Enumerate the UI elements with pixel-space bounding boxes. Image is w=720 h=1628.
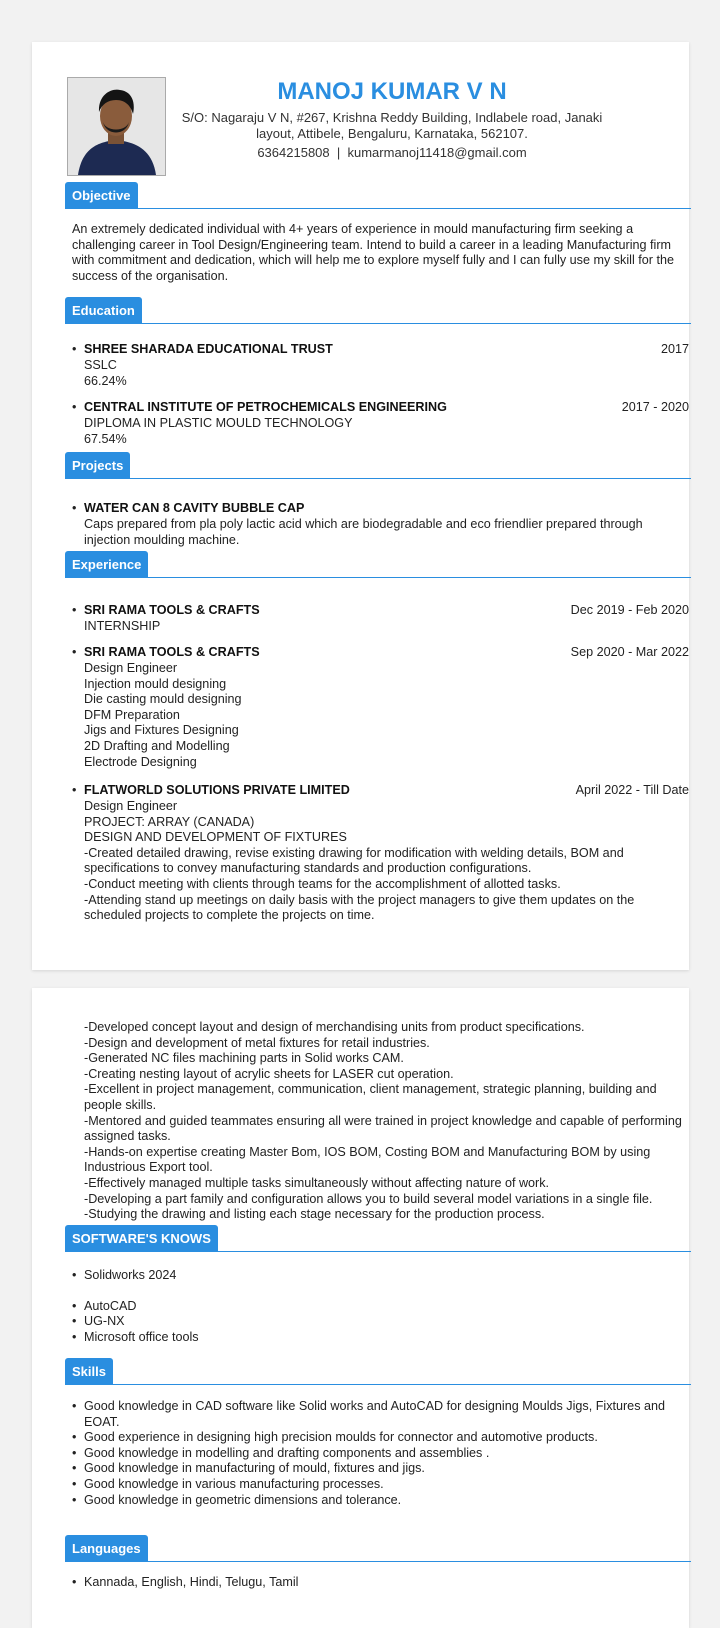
email-address[interactable]: kumarmanoj11418@gmail.com	[347, 145, 527, 160]
school-name: CENTRAL INSTITUTE OF PETROCHEMICALS ENGINEERING	[84, 400, 447, 414]
list-item: • Microsoft office tools	[72, 1330, 672, 1346]
section-heading-experience	[65, 551, 691, 578]
section-heading-software	[65, 1225, 691, 1252]
list-item: • Good experience in designing high precision moulds for connector and automotive products.	[72, 1430, 672, 1446]
education-details: SSLC 66.24%	[84, 358, 127, 388]
education-details: DIPLOMA IN PLASTIC MOULD TECHNOLOGY 67.54%	[84, 416, 353, 446]
section-tab: Projects	[65, 452, 130, 479]
list-item: • UG-NX	[72, 1314, 672, 1330]
experience-details: Design Engineer Injection mould designing Die casting mould designing DFM Preparation Jigs and Fixtures Designing 2D Drafting and Modelling Electrode Designing	[84, 661, 242, 769]
list-item: • AutoCAD	[72, 1299, 672, 1315]
list-item: • Kannada, English, Hindi, Telugu, Tamil	[72, 1575, 672, 1591]
project-title: WATER CAN 8 CAVITY BUBBLE CAP	[84, 501, 305, 515]
section-heading-languages	[65, 1535, 691, 1562]
list-item: • Good knowledge in CAD software like Solid works and AutoCAD for designing Moulds Jigs, Fixtures and EOAT.	[72, 1399, 672, 1430]
project-description: Caps prepared from pla poly lactic acid which are biodegradable and eco friendlier prepared through injection moulding machine.	[84, 517, 643, 547]
company-name: SRI RAMA TOOLS & CRAFTS	[84, 645, 260, 659]
company-name: SRI RAMA TOOLS & CRAFTS	[84, 603, 260, 617]
experience-date: April 2022 - Till Date	[575, 783, 689, 797]
section-heading-education	[65, 297, 691, 324]
section-divider	[65, 208, 691, 209]
candidate-name: MANOJ KUMAR V N	[277, 78, 507, 105]
experience-continued: -Developed concept layout and design of merchandising units from product specifications. -Design and development of metal fixtures for retail industries. -Generated NC files machining parts in Solid works CAM. -Creating nesting layout of acrylic sheets for LASER cut operation. -Excellent in project management, communication, client management, strategic planning, building and people skills. -Mentored and guided teammates ensuring all were trained in project knowledge and capable of performing assigned tasks. -Hands-on expertise creating Master Bom, IOS BOM, Costing BOM and Manufacturing BOM by using Industrious Export tool. -Effectively managed multiple tasks simultaneously without affecting nature of work. -Developing a part family and configuration allows you to build several model variations in a single file. -Studying the drawing and listing each stage necessary for the production process.	[84, 1020, 682, 1222]
list-item: • Good knowledge in various manufacturing processes.	[72, 1477, 672, 1493]
experience-date: Sep 2020 - Mar 2022	[570, 645, 689, 659]
school-name: SHREE SHARADA EDUCATIONAL TRUST	[84, 342, 333, 356]
contact-line	[162, 145, 622, 160]
section-divider	[65, 577, 691, 578]
section-heading-objective	[65, 182, 691, 209]
company-name: FLATWORLD SOLUTIONS PRIVATE LIMITED	[84, 783, 350, 797]
section-tab: Languages	[65, 1535, 148, 1562]
section-heading-projects	[65, 452, 691, 479]
list-item: • Good knowledge in manufacturing of mould, fixtures and jigs.	[72, 1461, 672, 1477]
person-photo-icon	[68, 78, 165, 175]
education-date: 2017	[660, 342, 689, 356]
contact-separator: |	[336, 145, 341, 160]
candidate-address: S/O: Nagaraju V N, #267, Krishna Reddy Building, Indlabele road, Janaki layout, Attibele, Bengaluru, Karnataka, 562107.	[181, 110, 603, 141]
section-heading-skills	[65, 1358, 691, 1385]
section-tab: Education	[65, 297, 142, 324]
list-item: • Solidworks 2024	[72, 1268, 672, 1284]
experience-details: Design Engineer PROJECT: ARRAY (CANADA) DESIGN AND DEVELOPMENT OF FIXTURES -Created detailed drawing, revise existing drawing for modification with welding details, BOM and specifications to convey manufacturing standards and production configurations. -Conduct meeting with clients through teams for the accomplishment of allotted tasks. -Attending stand up meetings on daily basis with the project managers to give them updates on the scheduled projects to complete the projects on time.	[84, 799, 635, 923]
list-item: • Good knowledge in modelling and drafting components and assemblies .	[72, 1446, 672, 1462]
section-divider	[65, 1251, 691, 1252]
education-date: 2017 - 2020	[621, 400, 689, 414]
section-tab: SOFTWARE'S KNOWS	[65, 1225, 218, 1252]
objective-text: An extremely dedicated individual with 4+ years of experience in mould manufacturing firm seeking a challenging career in Tool Design/Engineering team. Intend to build a career in a leading Manufacturing firm with commitment and dedication, which will help me to explore myself fully and I can fully use my skill for the success of the organisation.	[72, 222, 674, 283]
section-divider	[65, 478, 691, 479]
skills-list	[72, 1399, 672, 1508]
experience-details: INTERNSHIP	[84, 619, 161, 633]
section-divider	[65, 1384, 691, 1385]
languages-list	[72, 1575, 672, 1591]
resume-page-2	[32, 988, 689, 1628]
section-tab: Skills	[65, 1358, 113, 1385]
profile-photo	[67, 77, 166, 176]
section-tab: Objective	[65, 182, 138, 209]
list-item: • Good knowledge in geometric dimensions and tolerance.	[72, 1493, 672, 1509]
section-divider	[65, 1561, 691, 1562]
software-list	[72, 1268, 672, 1345]
experience-date: Dec 2019 - Feb 2020	[570, 603, 689, 617]
resume-page-1: MANOJ KUMAR V N S/O: Nagaraju V N, #267, Krishna Reddy Building, Indlabele road, Janaki layout, Attibele, Bengaluru, Karnataka, 562107. 6364215808 | kumarmanoj11418@gmail.com Objective An extremely dedicated individual with 4+ years of experience in mould manufacturing firm seeking a challenging career in Tool Design/Engineering team. Intend to build a career in a leading Manufacturing firm with commitment and dedication, which will help me to explore myself fully and I can fully use my skill for the success of the organisation. Education • SHREE SHARADA EDUCATIONAL TRUST 2017 SSLC 66.24% • CENTRAL INSTITUTE OF PETROCHEMICALS ENGINEERING 2017 - 2020 DIPLOMA IN PLASTIC MOULD TECHNOLOGY 67.54% Projects • WATER CAN 8 CAVITY BUBBLE CAP Caps prepared from pla poly lactic acid which are biodegradable and eco friendlier prepared through injection moulding machine. Experience • SRI RAMA TOOLS & CRAFTS Dec 2019 - Feb 2020 INTERNSHIP • SRI RAMA TOOLS & CRAFTS Sep 2020 - Mar 2022 Design Engineer Injection mould designing Die casting mould designing DFM Preparation Jigs and Fixtures Designing 2D Drafting and Modelling Electrode Designing • FLATWORLD SOLUTIONS PRIVATE LIMITED April 2022 - Till Date Design Engineer PROJECT: ARRAY (CANADA) DESIGN AND DEVELOPMENT OF FIXTURES -Created detailed drawing, revise existing drawing for modification with welding details, BOM and specifications to convey manufacturing standards and production configurations. -Conduct meeting with clients through teams for the accomplishment of allotted tasks. -Attending stand up meetings on daily basis with the project managers to give them updates on the scheduled projects to complete the projects on time.	[32, 42, 689, 970]
section-tab: Experience	[65, 551, 148, 578]
section-divider	[65, 323, 691, 324]
phone-number: 6364215808	[257, 145, 330, 160]
